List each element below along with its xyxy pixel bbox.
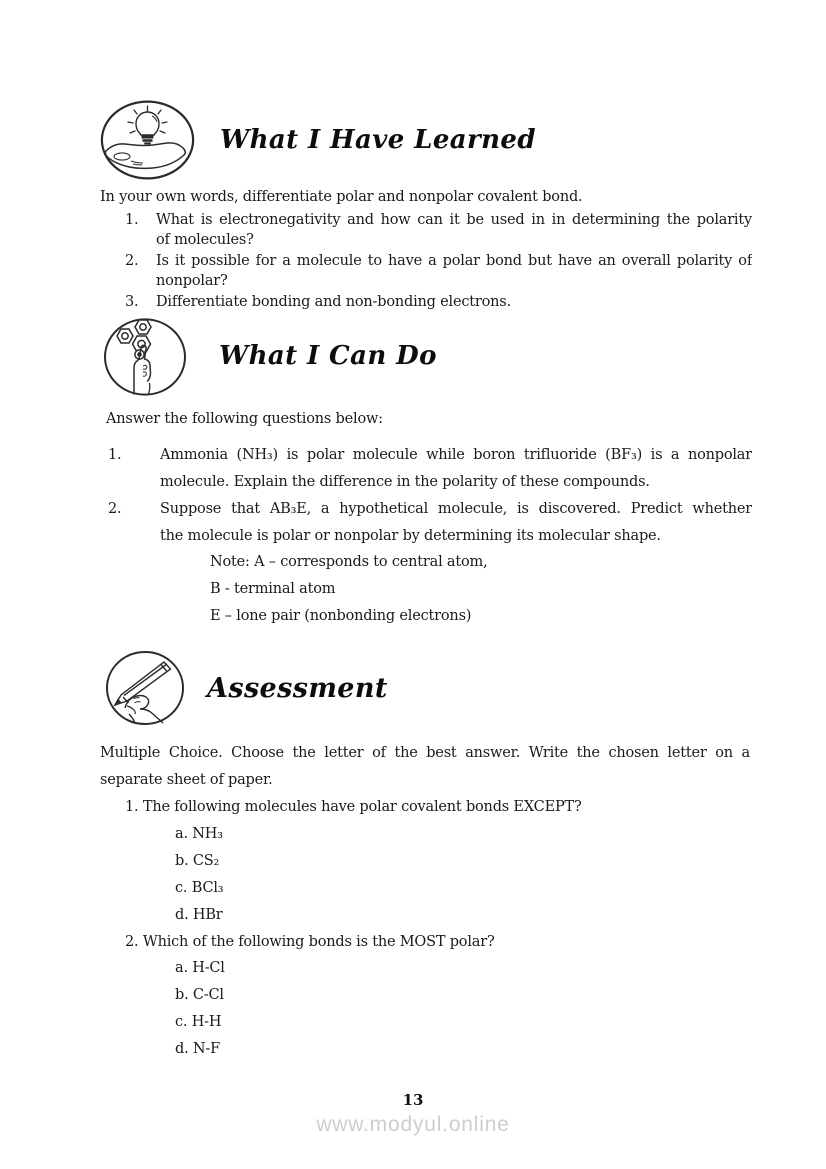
item-text: Ammonia (NH₃) is polar molecule while boron trifluoride (BF₃) is a nonpolar molecule. Explain the difference in the polarity of these compounds. — [160, 447, 752, 490]
answer-option: c. H-H — [175, 1014, 222, 1031]
question-number: 2. — [125, 933, 139, 950]
page-number: 13 — [402, 1091, 424, 1109]
item-text: Suppose that AB₃E, a hypothetical molecule, is discovered. Predict whether the molecule is polar or nonpolar by determining its molecular shape. — [160, 500, 752, 544]
list-item — [108, 442, 752, 496]
watermark-text: www.modyul.online — [316, 1113, 510, 1136]
answer-option: c. BCl₃ — [175, 879, 224, 896]
multiple-choice-block — [100, 794, 750, 1063]
note-line: Note: A – corresponds to central atom, — [210, 554, 488, 570]
section-title: Assessment — [207, 672, 388, 704]
question-number: 1. — [125, 799, 139, 815]
list-item — [100, 210, 752, 251]
note-line: E – lone pair (nonbonding electrons) — [210, 607, 472, 624]
answer-option: b. C-Cl — [175, 987, 224, 1004]
answer-option: a. H-Cl — [175, 960, 225, 977]
item-text: Differentiate bonding and non-bonding electrons. — [156, 293, 511, 310]
hand-writing-with-pencil-icon — [105, 650, 185, 726]
what-i-have-learned-body — [100, 187, 752, 313]
item-text: What is electronegativity and how can it be used in in determining the polarity of molecules? — [156, 211, 752, 249]
list-item — [108, 496, 752, 550]
answer-option: d. HBr — [175, 906, 223, 923]
question-list — [108, 442, 752, 550]
section-header-assessment — [105, 650, 388, 726]
section-title: What I Have Learned — [220, 125, 536, 155]
list-item — [100, 251, 752, 292]
item-text: Is it possible for a molecule to have a polar bond but have an overall polarity of nonpolar? — [156, 252, 752, 290]
note-block — [210, 549, 488, 630]
item-number: 3. — [125, 293, 139, 310]
note-line: B - terminal atom — [210, 580, 336, 597]
answer-option: a. NH₃ — [175, 825, 223, 842]
section-header-what-i-have-learned — [100, 100, 536, 180]
item-number: 1. — [125, 211, 139, 228]
hand-with-gears-icon — [103, 316, 187, 396]
question — [100, 794, 750, 821]
section-title: What I Can Do — [219, 341, 437, 371]
item-number: 1. — [108, 447, 122, 463]
section-header-what-i-can-do — [103, 316, 437, 396]
assessment-instructions: Multiple Choice. Choose the letter of the best answer. Write the chosen letter on a separate sheet of paper. — [100, 745, 750, 789]
intro-text: In your own words, differentiate polar and nonpolar covalent bond. — [100, 189, 583, 205]
item-number: 2. — [125, 252, 139, 269]
list-item — [100, 292, 752, 313]
intro-text: Answer the following questions below: — [106, 411, 383, 427]
answer-option: d. N-F — [175, 1041, 220, 1058]
question-text: Which of the following bonds is the MOST polar? — [142, 933, 495, 950]
question-text: The following molecules have polar covalent bonds EXCEPT? — [142, 799, 582, 815]
lightbulb-in-hand-icon — [100, 100, 195, 180]
item-number: 2. — [108, 500, 122, 517]
question-list — [100, 210, 752, 313]
answer-option: b. CS₂ — [175, 852, 220, 869]
question — [100, 929, 750, 956]
